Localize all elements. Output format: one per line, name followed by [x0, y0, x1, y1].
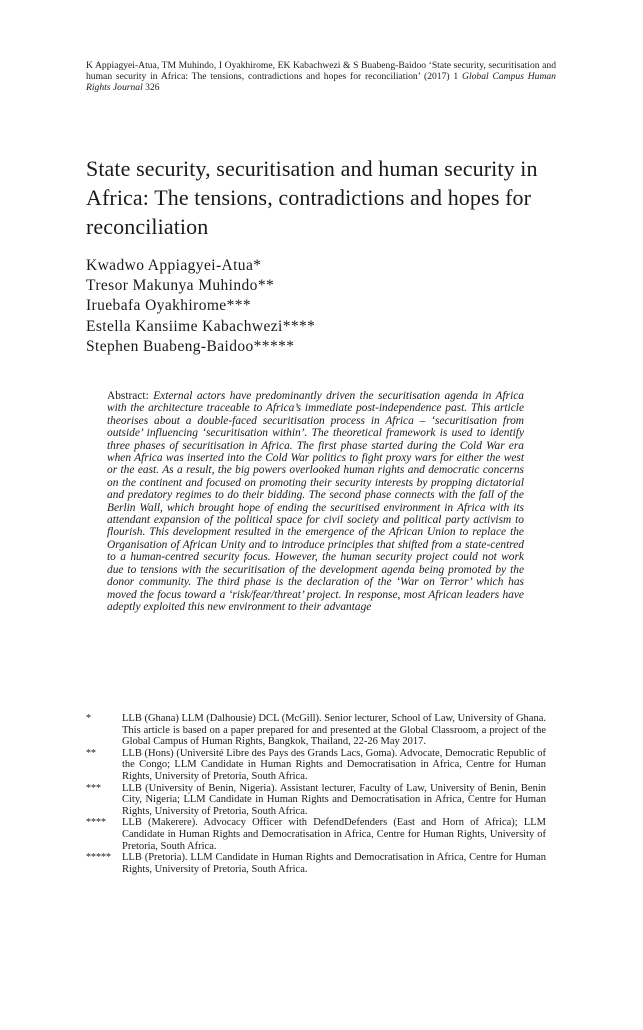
- footnote-mark: **: [86, 747, 96, 759]
- footnote: [86, 783, 546, 818]
- footnote: [86, 748, 546, 783]
- abstract-text: External actors have predominantly driven the securitisation agenda in Africa with the architecture traceable to Africa’s immediate post-independence past. This article theorises about a double-faced securitisation process in Africa – ‘securitisation from outside’ influencing ‘securitisation within’. The theoretical framework is used to identify three phases of securitisation in Africa. The first phase started during the Cold War era when Africa was inserted into the Cold War politics to fight proxy wars for either the west or the east. As a result, the big powers overlooked human rights and democratic concerns on the continent and focused on promoting their security interests by propping dictatorial and predatory regimes to do their bidding. The second phase connects with the fall of the Berlin Wall, which brought hope of ending the securitised environment in Africa with its attendant expansion of the political space for civil society and political party activism to flourish. This development resulted in the emergence of the African Union to replace the Organisation of African Unity and to introduce principles that shifted from a state-centred to a human-centred security focus. However, the human security project could not work due to tensions with the securitisation of the development agenda being promoted by the donor community. The third phase is the declaration of the ‘War on Terror’ which has moved the focus toward a ‘risk/fear/threat’ project. In response, most African leaders have adeptly exploited this new environment to their advantage: [107, 390, 524, 613]
- footnote-text: LLB (Pretoria). LLM Candidate in Human Rights and Democratisation in Africa, Centre for Human Rights, University of Pretoria, South Africa.: [122, 852, 546, 875]
- footnote: [86, 852, 546, 875]
- footnote: [86, 713, 546, 748]
- footnote-text: LLB (University of Benin, Nigeria). Assistant lecturer, Faculty of Law, University of Benin, Benin City, Nigeria; LLM Candidate in Human Rights and Democratisation in Africa, Centre for Human Rights, University of Pretoria, South Africa.: [122, 782, 546, 817]
- journal-name: Global Campus Human Rights Journal: [86, 71, 556, 93]
- footnote-text: LLB (Ghana) LLM (Dalhousie) DCL (McGill). Senior lecturer, School of Law, University of Ghana. This article is based on a paper prepared for and presented at the Global Classroom, a project of the Global Campus of Human Rights, Bangkok, Thailand, 22-26 May 2017.: [122, 713, 546, 748]
- footnote-mark: *****: [86, 852, 111, 864]
- abstract-label: Abstract:: [107, 390, 149, 402]
- article-title: State security, securitisation and human security in Africa: The tensions, contradictions and hopes for reconciliation: [86, 156, 538, 239]
- footnote: [86, 817, 546, 852]
- footnote-mark: ****: [86, 817, 106, 829]
- author-name: Tresor Makunya Muhindo**: [86, 277, 275, 295]
- author-name: Iruebafa Oyakhirome***: [86, 297, 252, 315]
- footnote-mark: ***: [86, 782, 101, 794]
- author-list: [86, 256, 556, 357]
- author-name: Estella Kansiime Kabachwezi****: [86, 317, 316, 335]
- citation-text: K Appiagyei-Atua, TM Muhindo, I Oyakhirome, EK Kabachwezi & S Buabeng-Baidoo ‘State security, securitisation and human security in Africa: The tensions, contradictions and hopes for reconciliation’ (2017) 1: [86, 60, 556, 82]
- citation-header: [86, 60, 556, 93]
- footnote-text: LLB (Hons) (Université Libre des Pays des Grands Lacs, Goma). Advocate, Democratic Republic of the Congo; LLM Candidate in Human Rights and Democratisation in Africa, Centre for Human Rights, University of Pretoria, South Africa.: [122, 747, 546, 782]
- footnotes: [86, 713, 546, 875]
- author-name: Kwadwo Appiagyei-Atua*: [86, 257, 262, 274]
- footnote-text: LLB (Makerere). Advocacy Officer with DefendDefenders (East and Horn of Africa); LLM Candidate in Human Rights and Democratisation in Africa, Centre for Human Rights, University of Pretoria, South Africa.: [122, 817, 546, 852]
- footnote-mark: *: [86, 713, 91, 724]
- author-name: Stephen Buabeng-Baidoo*****: [86, 337, 295, 355]
- abstract: [107, 390, 524, 613]
- page-number: 326: [145, 82, 160, 93]
